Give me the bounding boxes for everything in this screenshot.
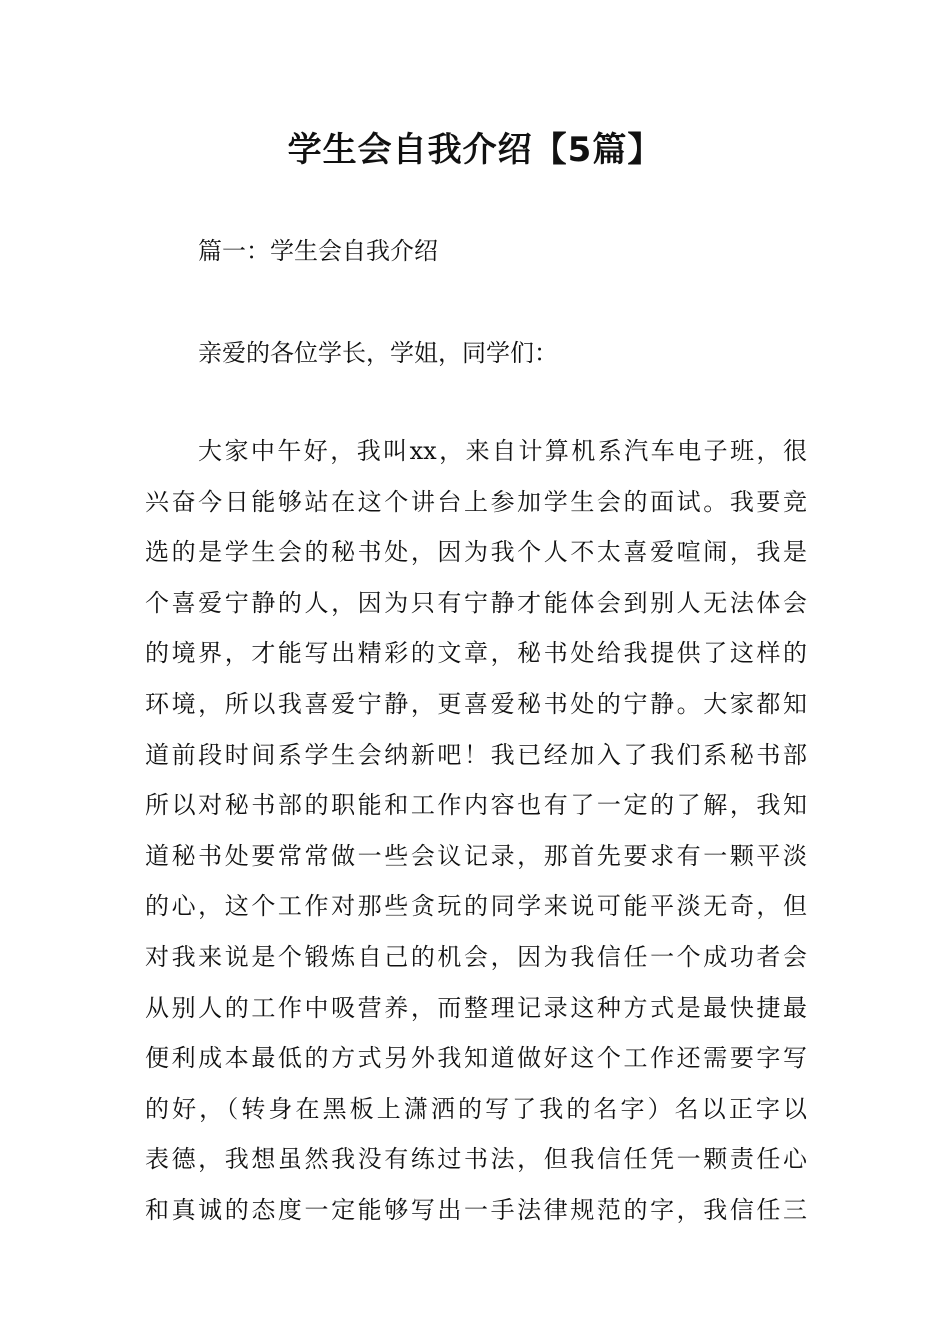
paragraph-line: 环境，所以我喜爱宁静，更喜爱秘书处的宁静。大家都知 <box>145 689 807 718</box>
document-title: 学生会自我介绍【5篇】 <box>287 130 663 170</box>
paragraph-line: 个喜爱宁静的人，因为只有宁静才能体会到别人无法体会 <box>145 588 807 617</box>
paragraph-line: 的境界，才能写出精彩的文章，秘书处给我提供了这样的 <box>145 639 807 668</box>
paragraph-line: 对我来说是个锻炼自己的机会，因为我信任一个成功者会 <box>145 942 807 971</box>
paragraph-line: 的心，这个工作对那些贪玩的同学来说可能平淡无奇，但 <box>145 892 807 921</box>
paragraph-line: 表德，我想虽然我没有练过书法，但我信任凭一颗责任心 <box>145 1145 807 1174</box>
section-heading: 篇一：学生会自我介绍 <box>198 237 438 265</box>
paragraph-line: 和真诚的态度一定能够写出一手法律规范的字，我信任三 <box>145 1195 807 1224</box>
salutation-line: 亲爱的各位学长，学姐，同学们： <box>198 339 558 367</box>
paragraph-line: 道秘书处要常常做一些会议记录，那首先要求有一颗平淡 <box>145 841 807 870</box>
paragraph-line: 的好，（转身在黑板上潇洒的写了我的名字）名以正字以 <box>145 1094 807 1123</box>
paragraph-line: 兴奋今日能够站在这个讲台上参加学生会的面试。我要竞 <box>145 487 807 516</box>
paragraph-line: 道前段时间系学生会纳新吧！我已经加入了我们系秘书部 <box>145 740 807 769</box>
body-paragraph <box>145 426 807 1236</box>
paragraph-line: 便利成本最低的方式另外我知道做好这个工作还需要字写 <box>145 1044 807 1073</box>
paragraph-line: 所以对秘书部的职能和工作内容也有了一定的了解，我知 <box>145 791 807 820</box>
paragraph-line: 从别人的工作中吸营养，而整理记录这种方式是最快捷最 <box>145 993 807 1022</box>
paragraph-line: 大家中午好，我叫xx，来自计算机系汽车电子班，很 <box>198 437 807 465</box>
paragraph-line: 选的是学生会的秘书处，因为我个人不太喜爱喧闹，我是 <box>145 538 807 567</box>
